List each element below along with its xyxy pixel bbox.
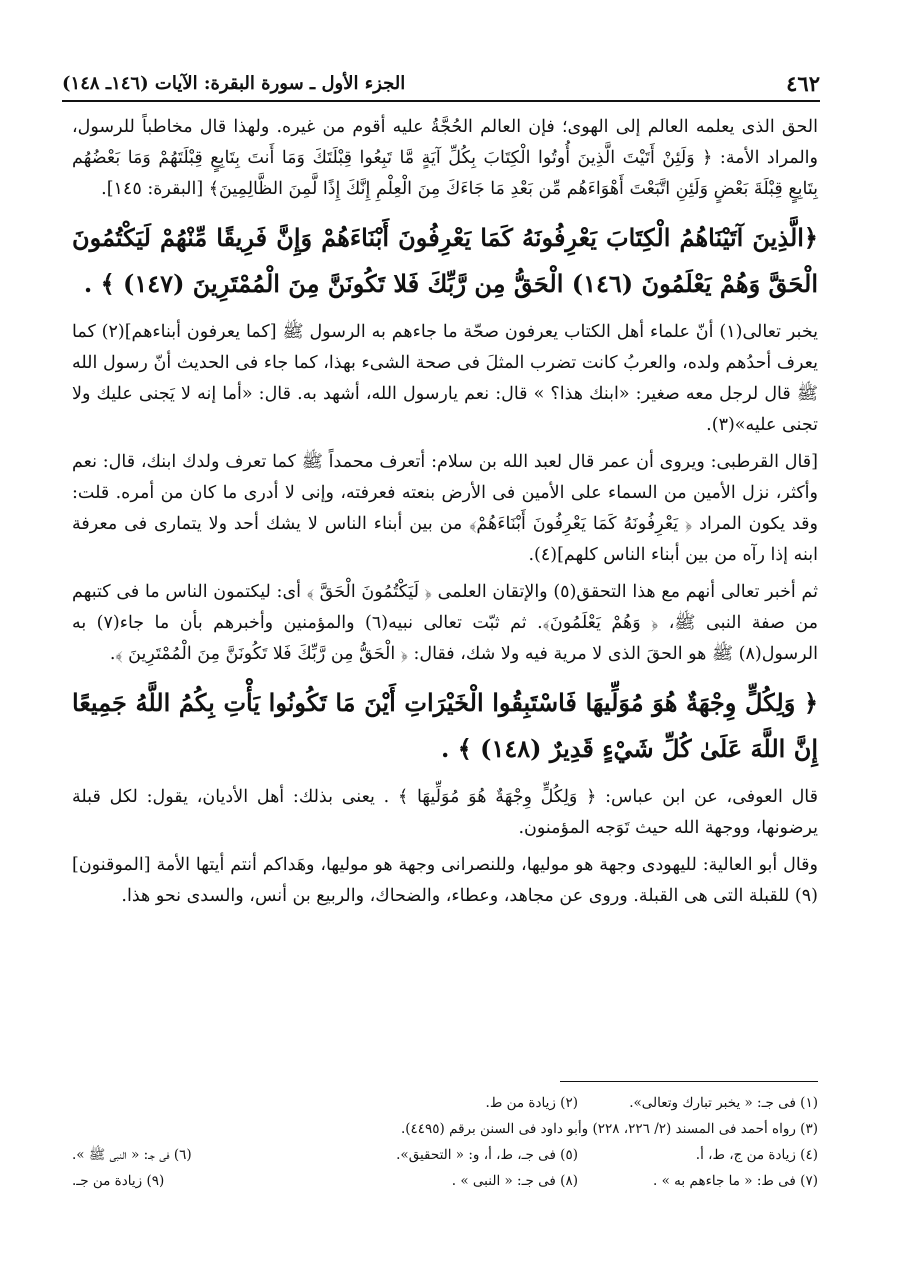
paragraph-4: ثم أخبر تعالى أنهم مع هذا التحقق(٥) والإتقان العلمى ﴿ لَيَكْتُمُونَ الْحَقَّ ﴾ أى: ليكتمون الناس ما فى كتبهم من صفة النبى ﷺ، ﴿ وَهُمْ يَعْلَمُونَ﴾. ثم ثبّت تعالى نبيه(٦) والمؤمنين وأخبرهم بأن ما جاء(٧) به الرسول(٨) ﷺ هو الحقَ الذى لا مرية فيه ولا شك، فقال: ﴿ الْحَقُّ مِن رَّبِّكَ فَلا تَكُونَنَّ مِنَ الْمُمْتَرِينَ ﴾.	[72, 582, 818, 664]
footnote-8: (٨) فى جـ: « النبى » .	[451, 1173, 578, 1189]
footnote-2: (٢) زيادة من ط.	[485, 1095, 578, 1111]
paragraph-1: الحق الذى يعلمه العالم إلى الهوى؛ فإن العالم الحُجَّةُ عليه أقوم من غيره. ولهذا قال مخاطباً للرسول، والمراد الأمة: ﴿ وَلَئِنْ أَتَيْتَ الَّذِينَ أُوتُوا الْكِتَابَ بِكُلِّ آيَةٍ مَّا تَبِعُوا قِبْلَتَكَ وَمَا أَنتَ بِتَابِعٍ قِبْلَتَهُمْ وَمَا بَعْضُهُم بِتَابِعٍ قِبْلَةَ بَعْضٍ وَلَئِنِ اتَّبَعْتَ أَهْوَاءَهُم مِّن بَعْدِ مَا جَاءَكَ مِنَ الْعِلْمِ إِنَّكَ إِذًا لَّمِنَ الظَّالِمِينَ﴾ [البقرة: ١٤٥].	[72, 117, 818, 199]
footnote-3: (٣) رواه أحمد فى المسند (٢/ ٢٢٦، ٢٢٨) وأبو داود فى السنن برقم (٤٤٩٥).	[400, 1121, 818, 1137]
footnote-row	[72, 1142, 818, 1168]
footnote-divider	[560, 1081, 818, 1082]
footnote-1: (١) فى جـ: « يخبر تبارك وتعالى».	[629, 1095, 818, 1111]
quran-verse-146-147: ﴿الَّذِينَ آتَيْنَاهُمُ الْكِتَابَ يَعْرِفُونَهُ كَمَا يَعْرِفُونَ أَبْنَاءَهُمْ وَإِنَّ فَرِيقًا مِّنْهُمْ لَيَكْتُمُونَ الْحَقَّ وَهُمْ يَعْلَمُونَ (١٤٦) الْحَقُّ مِن رَّبِّكَ فَلا تَكُونَنَّ مِنَ الْمُمْتَرِينَ (١٤٧) ﴾ .	[72, 223, 818, 298]
footnote-5: (٥) فى جـ، ط، أ، و: « التحقيق».	[396, 1147, 578, 1163]
page-body	[72, 112, 818, 918]
footnotes	[72, 1090, 818, 1194]
paragraph-5: قال العوفى، عن ابن عباس: ﴿ وَلِكُلٍّ وِجْهَةٌ هُوَ مُوَلِّيهَا ﴾ . يعنى بذلك: أهل الأديان، يقول: لكل قبلة يرضونها، ووجهة الله حيث تَوَجه المؤمنون.	[72, 787, 818, 838]
running-head: الجزء الأول ـ سورة البقرة: الآيات (١٤٦ـ ١٤٨)	[62, 73, 406, 94]
paragraph-3: [قال القرطبى: ويروى أن عمر قال لعبد الله بن سلام: أتعرف محمداً ﷺ كما تعرف ولدك ابنك، قال: نعم وأكثر، نزل الأمين من السماء على الأمين فى الأرض بنعته فعرفته، وإنى لا أدرى ما كان من أمره. قلت: وقد يكون المراد ﴿ يَعْرِفُونَهُ كَمَا يَعْرِفُونَ أَبْنَاءَهُمْ﴾ من بين أبناء الناس لا يشك أحد ولا يتمارى فى معرفة ابنه إذا رآه من بين أبناء الناس كلهم](٤).	[72, 452, 818, 565]
footnote-row	[72, 1168, 818, 1194]
page-header	[62, 66, 820, 102]
quran-verse-148: ﴿ وَلِكُلٍّ وِجْهَةٌ هُوَ مُوَلِّيهَا فَاسْتَبِقُوا الْخَيْرَاتِ أَيْنَ مَا تَكُونُوا يَأْتِ بِكُمُ اللَّهُ جَمِيعًا إِنَّ اللَّهَ عَلَىٰ كُلِّ شَيْءٍ قَدِيرٌ (١٤٨) ﴾ .	[72, 688, 818, 763]
footnote-6: (٦) فى جـ: « النبى ﷺ ».	[72, 1147, 192, 1163]
paragraph-6: وقال أبو العالية: لليهودى وجهة هو موليها، وللنصرانى وجهة هو موليها، وهَداكم أنتم أيتها الأمة [الموقنون](٩) للقبلة التى هى القبلة. وروى عن مجاهد، وعطاء، والضحاك، والربيع بن أنس، والسدى نحو هذا.	[72, 855, 818, 906]
paragraph-2: يخبر تعالى(١) أنّ علماء أهل الكتاب يعرفون صحّة ما جاءهم به الرسول ﷺ [كما يعرفون أبناءهم](٢) كما يعرف أحدُهم ولده، والعربُ كانت تضرب المثلَ فى صحة الشىء بهذا، كما جاء فى الحديث أنّ رسول الله ﷺ قال لرجل معه صغير: «ابنك هذا؟ » قال: نعم يارسول الله، أشهد به. قال: «أما إنه لا يَجنى عليك ولا تجنى عليه»(٣).	[72, 322, 818, 435]
footnote-4: (٤) زيادة من ج، ط، أ.	[695, 1147, 818, 1163]
footnote-7: (٧) فى ط: « ما جاءهم به » .	[653, 1173, 818, 1189]
footnote-9: (٩) زيادة من جـ.	[72, 1173, 165, 1189]
footnote-row	[72, 1090, 818, 1116]
page-number: ٤٦٢	[786, 71, 820, 96]
footnote-row	[72, 1116, 818, 1142]
